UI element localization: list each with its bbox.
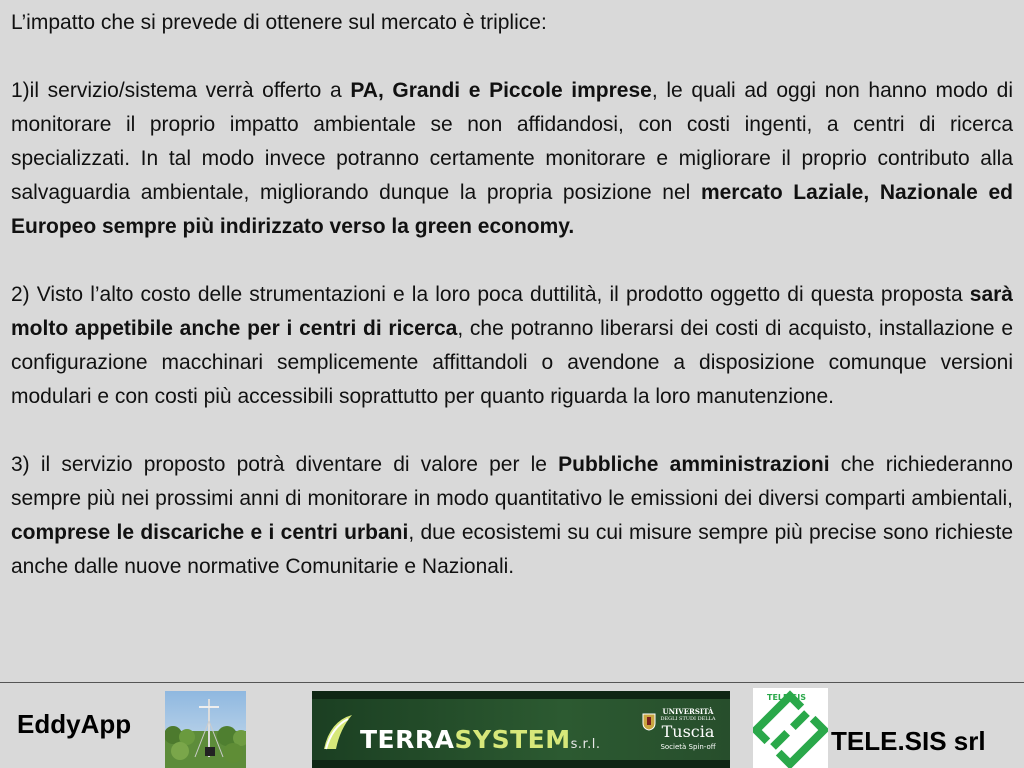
footer bbox=[0, 683, 1024, 768]
university-line-2: DEGLI STUDI DELLA bbox=[660, 716, 716, 722]
p1-text-1: 1)il servizio/sistema verrà offerto a bbox=[11, 79, 351, 102]
intro-text: L’impatto che si prevede di ottenere sul mercato è triplice: bbox=[11, 11, 547, 34]
eddyapp-brand: EddyApp bbox=[17, 709, 132, 739]
system-word: SYSTEM bbox=[454, 725, 571, 754]
terrasystem-wordmark bbox=[360, 725, 601, 754]
terrasystem-logo bbox=[312, 691, 730, 768]
terra-word: TERRA bbox=[360, 725, 455, 754]
p1-bold-2: mercato Laziale, Nazionale ed Europeo sempre più indirizzato verso la green economy. bbox=[11, 181, 1014, 238]
spacer bbox=[11, 414, 1013, 448]
p3-text-3: , due ecosistemi su cui misure sempre più precise sono richieste anche dalle nuove normative Comunitarie e Nazionali. bbox=[11, 521, 1013, 578]
slide-content bbox=[11, 6, 1013, 584]
p3-text-1: 3) il servizio proposto potrà diventare di valore per le bbox=[11, 453, 559, 476]
p2-text-1: 2) Visto l’alto costo delle strumentazioni e la loro poca duttilità, il prodotto oggetto di questa proposta bbox=[11, 283, 970, 306]
university-tuscia-logo bbox=[642, 707, 718, 759]
paragraph-1 bbox=[11, 74, 1013, 244]
p1-bold-1: PA, Grandi e Piccole imprese bbox=[350, 79, 652, 102]
paragraph-3 bbox=[11, 448, 1013, 584]
p3-bold-2: comprese le discariche e i centri urbani bbox=[11, 521, 409, 544]
telesis-logo bbox=[753, 688, 828, 768]
srl-suffix: s.r.l. bbox=[570, 737, 601, 752]
field-station-photo bbox=[165, 691, 246, 768]
p2-text-2: , che potranno liberarsi dei costi di acquisto, installazione e configurazione macchinari semplicemente affittandoli o avendone a disposizione comunque versioni modulari e con costi più accessibili soprattutto per quanto riguarda la loro manutenzione. bbox=[11, 317, 1014, 408]
spacer bbox=[11, 40, 1013, 74]
p2-bold-1: sarà molto appetibile anche per i centri di ricerca bbox=[11, 283, 1013, 340]
p3-text-2: che richiederanno sempre più nei prossimi anni di monitorare in modo quantitativo le emissioni dei diversi comparti ambientali, bbox=[11, 453, 1013, 510]
university-line-1: UNIVERSITÀ bbox=[662, 707, 714, 716]
university-line-4: Società Spin-off bbox=[660, 743, 716, 751]
p1-text-2: , le quali ad oggi non hanno modo di monitorare il proprio impatto ambientale se non affidandosi, con costi ingenti, a centri di ricerca specializzati. In tal modo invece potranno certamente monitorare e migliorare il proprio contributo alla salvaguardia ambientale, migliorando dunque la propria posizione nel bbox=[11, 79, 1013, 204]
telesis-logo-text: TELE.SIS bbox=[767, 693, 807, 702]
university-crest-icon bbox=[642, 713, 656, 731]
p3-bold-1: Pubbliche amministrazioni bbox=[558, 453, 830, 476]
paragraph-2 bbox=[11, 278, 1013, 414]
university-line-3: Tuscia bbox=[661, 722, 715, 741]
telesis-brand: TELE.SIS srl bbox=[831, 726, 986, 756]
spacer bbox=[11, 244, 1013, 278]
